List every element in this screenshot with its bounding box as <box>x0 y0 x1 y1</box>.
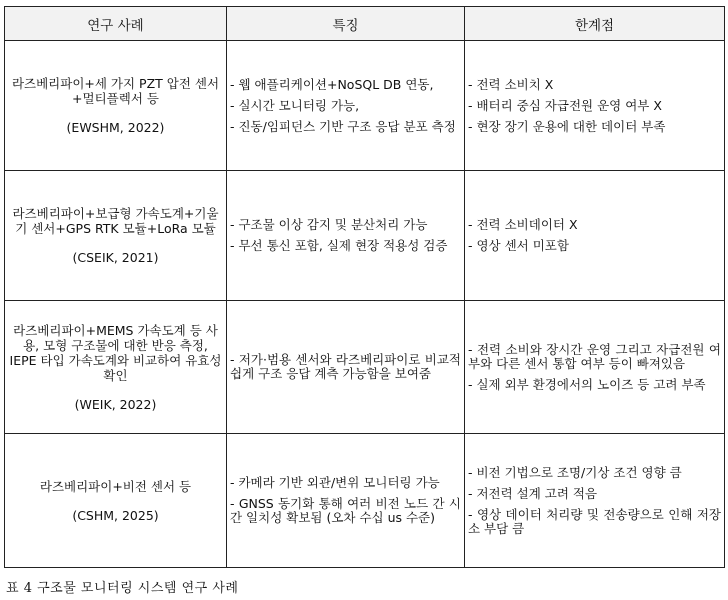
case-description: 라즈베리파이+비전 센서 등 <box>39 478 192 494</box>
limit-item: - 전력 소비데이터 X <box>468 217 578 232</box>
feature-item: - 실시간 모니터링 가능, <box>230 97 360 113</box>
feature-item: - 카메라 기반 외관/변위 모니터링 가능 <box>230 475 440 490</box>
limit-item: - 저전력 설계 고려 적음 <box>468 485 598 501</box>
limit-item: - 배터리 중심 자급전원 운영 여부 X <box>468 97 662 113</box>
limit-item: - 영상 데이터 처리량 및 전송량으로 인해 저장소 부담 큼 <box>468 506 721 536</box>
case-cell <box>5 41 227 171</box>
table-row <box>5 171 725 301</box>
feature-item: - 무선 통신 포함, 실제 현장 적용성 검증 <box>230 238 448 253</box>
table-row <box>5 41 725 171</box>
limit-item: - 비전 기법으로 조명/기상 조건 영향 큼 <box>468 464 682 480</box>
limit-item: - 현장 장기 운용에 대한 데이터 부족 <box>468 118 666 134</box>
limits-cell <box>465 434 725 568</box>
limits-cell <box>465 301 725 434</box>
features-cell <box>227 301 465 434</box>
table-row <box>5 434 725 568</box>
table-header-row <box>5 7 725 41</box>
table-row <box>5 301 725 434</box>
feature-item: - 웹 애플리케이션+NoSQL DB 연동, <box>230 76 434 92</box>
header-case: 연구 사례 <box>5 7 227 41</box>
table-caption: 표 4 구조물 모니터링 시스템 연구 사례 <box>6 581 239 596</box>
feature-item: - 저가·범용 센서와 라즈베리파이로 비교적 쉽게 구조 응답 계측 가능함을 보여줌 <box>230 352 461 381</box>
limit-item: - 실제 외부 환경에서의 노이즈 등 고려 부족 <box>468 376 706 392</box>
case-cell <box>5 171 227 301</box>
research-cases-table <box>4 6 725 568</box>
case-description: 라즈베리파이+보급형 가속도계+기울기 센서+GPS RTK 모듈+LoRa 모듈 <box>12 206 219 236</box>
limit-item: - 영상 센서 미포함 <box>468 238 569 253</box>
limits-cell <box>465 171 725 301</box>
case-citation: (WEIK, 2022) <box>74 396 157 412</box>
case-description: 라즈베리파이+세 가지 PZT 압전 센서+멀티플렉서 등 <box>11 76 220 106</box>
case-citation: (EWSHM, 2022) <box>66 120 165 135</box>
feature-item: - 진동/임피던스 기반 구조 응답 분포 측정 <box>230 118 456 134</box>
features-cell <box>227 41 465 171</box>
limits-cell <box>465 41 725 171</box>
case-citation: (CSHM, 2025) <box>72 507 159 523</box>
header-features: 특징 <box>227 7 465 41</box>
features-cell <box>227 171 465 301</box>
case-cell <box>5 434 227 568</box>
case-citation: (CSEIK, 2021) <box>72 250 159 265</box>
limit-item: - 전력 소비치 X <box>468 76 554 92</box>
feature-item: - GNSS 동기화 통해 여러 비전 노드 간 시간 일치성 확보됨 (오차 수십 us 수준) <box>230 496 461 525</box>
case-description: 라즈베리파이+MEMS 가속도계 등 사용, 모형 구조물에 대한 반응 측정, IEPE 타입 가속도계와 비교하여 유효성 확인 <box>9 322 222 383</box>
case-cell <box>5 301 227 434</box>
limit-item: - 전력 소비와 장시간 운영 그리고 자급전원 여부와 다른 센서 통합 여부 등이 빠져있음 <box>468 341 721 371</box>
feature-item: - 구조물 이상 감지 및 분산처리 가능 <box>230 217 428 232</box>
features-cell <box>227 434 465 568</box>
header-limits: 한계점 <box>465 7 725 41</box>
